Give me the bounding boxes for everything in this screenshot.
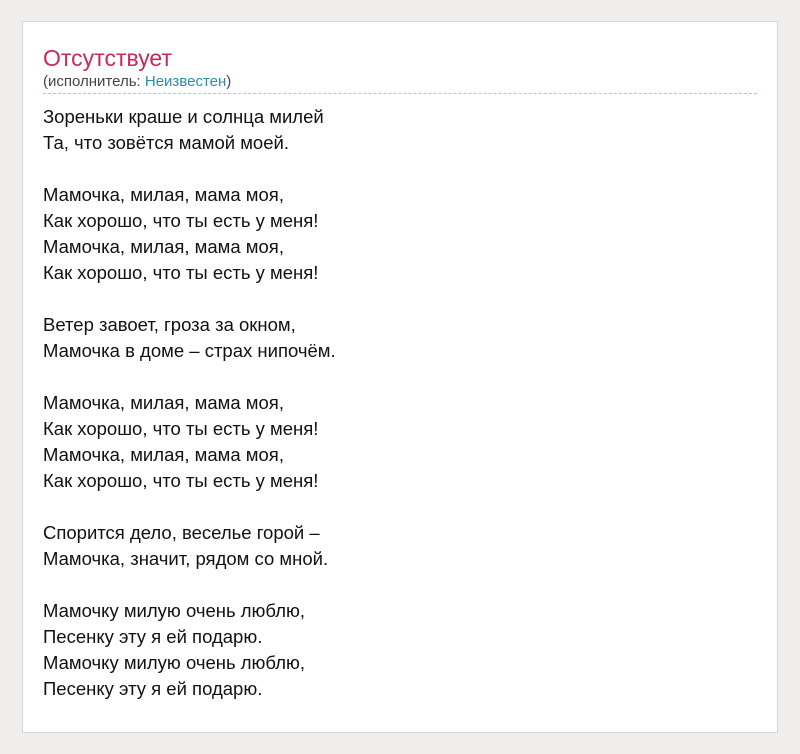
lyric-line: Как хорошо, что ты есть у меня! [43, 210, 319, 231]
stanza [43, 182, 743, 286]
song-title: Отсутствует [43, 45, 172, 71]
artist-prefix: (исполнитель: [43, 73, 145, 90]
title-divider [43, 93, 757, 94]
lyric-line: Мамочку милую очень люблю, [43, 600, 305, 621]
lyric-line: Как хорошо, что ты есть у меня! [43, 262, 319, 283]
lyric-line: Песенку эту я ей подарю. [43, 626, 263, 647]
artist-line [43, 72, 231, 92]
lyrics-text [43, 104, 743, 728]
lyric-line: Мамочка в доме – страх нипочём. [43, 340, 336, 361]
stanza [43, 104, 743, 156]
lyric-line: Спорится дело, веселье горой – [43, 522, 320, 543]
stanza [43, 520, 743, 572]
lyric-line: Как хорошо, что ты есть у меня! [43, 418, 319, 439]
lyric-line: Как хорошо, что ты есть у меня! [43, 470, 319, 491]
lyric-line: Мамочка, милая, мама моя, [43, 392, 284, 413]
lyric-line: Мамочка, милая, мама моя, [43, 184, 284, 205]
lyric-line: Мамочка, милая, мама моя, [43, 236, 284, 257]
stanza [43, 312, 743, 364]
lyric-line: Ветер завоет, гроза за окном, [43, 314, 296, 335]
lyric-line: Зореньки краше и солнца милей [43, 106, 324, 127]
lyric-line: Та, что зовётся мамой моей. [43, 132, 289, 153]
lyric-line: Мамочка, значит, рядом со мной. [43, 548, 329, 569]
lyric-line: Мамочка, милая, мама моя, [43, 444, 284, 465]
lyric-line: Песенку эту я ей подарю. [43, 678, 263, 699]
stanza [43, 598, 743, 702]
artist-suffix: ) [226, 73, 232, 90]
lyric-line: Мамочку милую очень люблю, [43, 652, 305, 673]
lyrics-card [22, 21, 778, 733]
artist-link[interactable]: Неизвестен [144, 73, 227, 90]
stanza [43, 390, 743, 494]
